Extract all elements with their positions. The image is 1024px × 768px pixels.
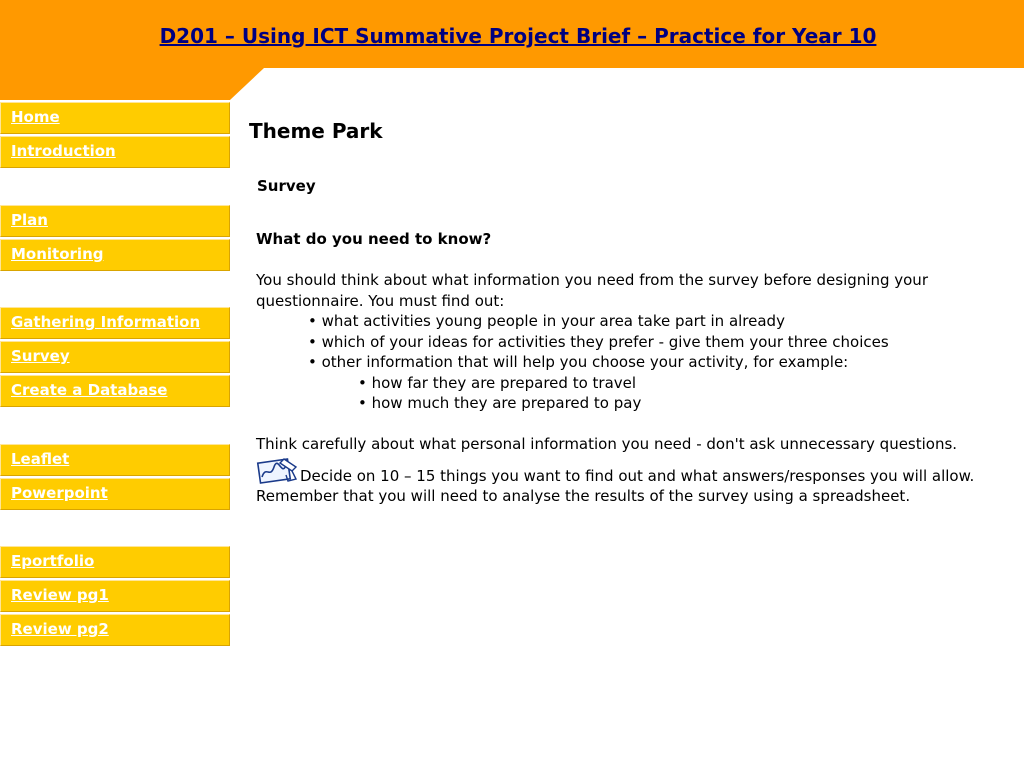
nav-item-gathering-information[interactable]: Gathering Information (0, 307, 230, 339)
nav-item-powerpoint[interactable]: Powerpoint (0, 478, 230, 510)
nav-item-home[interactable]: Home (0, 102, 230, 134)
nav-item-eportfolio[interactable]: Eportfolio (0, 546, 230, 578)
nav-item-introduction[interactable]: Introduction (0, 136, 230, 168)
header-banner (0, 0, 1024, 68)
sub-bullet-item: • how much they are prepared to pay (358, 394, 642, 412)
section-title: Survey (257, 177, 316, 195)
note-paragraph: Think carefully about what personal information you need - don't ask unnecessary questions. (256, 435, 958, 453)
bullet-item: • which of your ideas for activities they prefer - give them your three choices (308, 332, 889, 351)
main-content (256, 229, 1006, 507)
sub-bullet-item: • how far they are prepared to travel (358, 373, 637, 392)
nav-item-survey[interactable]: Survey (0, 341, 230, 373)
page-title: Theme Park (249, 119, 383, 143)
nav-item-create-a-database[interactable]: Create a Database (0, 375, 230, 407)
nav-item-leaflet[interactable]: Leaflet (0, 444, 230, 476)
intro-paragraph: You should think about what information you need from the survey before designing your questionnaire. You must find out: (256, 271, 928, 310)
nav-item-plan[interactable]: Plan (0, 205, 230, 237)
nav-top-band (0, 68, 230, 100)
task-text: Decide on 10 – 15 things you want to find out and what answers/responses you will allow. Remember that you will need to analyse the results of the survey using a spreadsheet. (256, 466, 975, 505)
bullet-item: • other information that will help you choose your activity, for example: (308, 353, 849, 371)
bullet-item: • what activities young people in your area take part in already (308, 312, 785, 330)
task-paragraph (256, 457, 1006, 507)
question-heading: What do you need to know? (256, 230, 492, 248)
hand-writing-icon (256, 457, 298, 485)
nav-item-review-pg1[interactable]: Review pg1 (0, 580, 230, 612)
page-header-title: D201 – Using ICT Summative Project Brief – Practice for Year 10 (159, 24, 877, 48)
nav-item-monitoring[interactable]: Monitoring (0, 239, 230, 271)
nav-item-review-pg2[interactable]: Review pg2 (0, 614, 230, 646)
header-corner-decoration (230, 68, 264, 100)
